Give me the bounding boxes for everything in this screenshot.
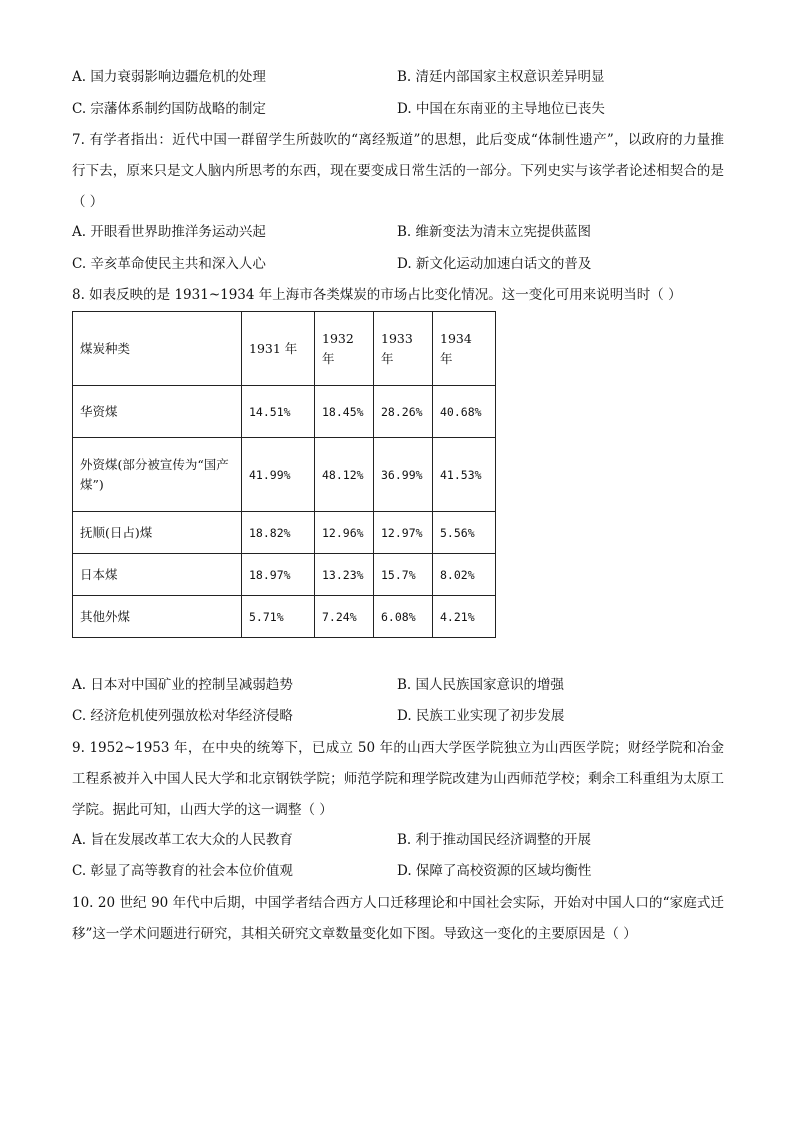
table-header-cell: 1934 年 — [433, 312, 496, 386]
table-row — [73, 596, 496, 638]
table-cell: 14.51% — [242, 386, 315, 438]
q7-option-a: A. 开眼看世界助推洋务运动兴起 — [72, 224, 266, 240]
q8-option-c: C. 经济危机使列强放松对华经济侵略 — [72, 708, 293, 724]
q7-option-b: B. 维新变法为清末立宪提供蓝图 — [397, 224, 592, 240]
table-cell: 40.68% — [433, 386, 496, 438]
table-header-cell: 1932 年 — [315, 312, 374, 386]
table-cell: 抚顺(日占)煤 — [73, 512, 242, 554]
table-row — [73, 554, 496, 596]
q9-option-c: C. 彰显了高等教育的社会本位价值观 — [72, 863, 293, 879]
table-cell: 18.97% — [242, 554, 315, 596]
q8-stem: 8. 如表反映的是 1931~1934 年上海市各类煤炭的市场占比变化情况。这一变化可用来说明当时（ ） — [72, 287, 682, 303]
table-row — [73, 438, 496, 512]
q6-option-d: D. 中国在东南亚的主导地位已丧失 — [397, 101, 605, 117]
table-cell: 5.56% — [433, 512, 496, 554]
q7-option-c: C. 辛亥革命使民主共和深入人心 — [72, 256, 266, 272]
table-row — [73, 512, 496, 554]
table-header-cell: 煤炭种类 — [73, 312, 242, 386]
table-cell: 日本煤 — [73, 554, 242, 596]
table-cell: 15.7% — [374, 554, 433, 596]
table-cell: 12.97% — [374, 512, 433, 554]
table-cell: 4.21% — [433, 596, 496, 638]
q8-option-d: D. 民族工业实现了初步发展 — [397, 708, 565, 724]
table-cell: 6.08% — [374, 596, 433, 638]
table-cell: 48.12% — [315, 438, 374, 512]
q8-option-a: A. 日本对中国矿业的控制呈减弱趋势 — [72, 677, 293, 693]
table-cell: 41.53% — [433, 438, 496, 512]
q9-option-a: A. 旨在发展改革工农大众的人民教育 — [72, 832, 293, 848]
table-cell: 5.71% — [242, 596, 315, 638]
q7-stem: 7. 有学者指出：近代中国一群留学生所鼓吹的“离经叛道”的思想，此后变成“体制性遗产”，以政府的力量推行下去，原来只是文人脑内所思考的东西，现在要变成日常生活的一部分。下列史实与该学者论述相契合的是（ ） — [72, 132, 724, 210]
table-header-cell: 1933 年 — [374, 312, 433, 386]
q6-option-c: C. 宗藩体系制约国防战略的制定 — [72, 101, 266, 117]
q8-option-b: B. 国人民族国家意识的增强 — [397, 677, 565, 693]
table-cell: 外资煤(部分被宣传为“国产煤”) — [73, 438, 242, 512]
table-cell: 13.23% — [315, 554, 374, 596]
table-cell: 其他外煤 — [73, 596, 242, 638]
table-cell: 12.96% — [315, 512, 374, 554]
table-cell: 华资煤 — [73, 386, 242, 438]
q6-option-b: B. 清廷内部国家主权意识差异明显 — [397, 69, 605, 85]
coal-market-share-table — [72, 311, 496, 638]
q9-option-b: B. 利于推动国民经济调整的开展 — [397, 832, 592, 848]
table-cell: 41.99% — [242, 438, 315, 512]
q6-option-a: A. 国力衰弱影响边疆危机的处理 — [72, 69, 266, 85]
table-cell: 7.24% — [315, 596, 374, 638]
q10-stem: 10. 20 世纪 90 年代中后期，中国学者结合西方人口迁移理论和中国社会实际，开始对中国人口的“家庭式迁移”这一学术问题进行研究，其相关研究文章数量变化如下图。导致这一变化的主要原因是（ ） — [72, 895, 724, 942]
table-header-cell: 1931 年 — [242, 312, 315, 386]
q7-option-d: D. 新文化运动加速白话文的普及 — [397, 256, 592, 272]
q9-option-d: D. 保障了高校资源的区域均衡性 — [397, 863, 592, 879]
table-cell: 18.45% — [315, 386, 374, 438]
q9-stem: 9. 1952~1953 年，在中央的统筹下，已成立 50 年的山西大学医学院独立为山西医学院；财经学院和冶金工程系被并入中国人民大学和北京钢铁学院；师范学院和理学院改建为山西师范学校；剩余工科重组为太原工学院。据此可知，山西大学的这一调整（ ） — [72, 740, 724, 818]
table-cell: 28.26% — [374, 386, 433, 438]
table-row — [73, 386, 496, 438]
table-header-row — [73, 312, 496, 386]
table-cell: 36.99% — [374, 438, 433, 512]
table-cell: 8.02% — [433, 554, 496, 596]
table-cell: 18.82% — [242, 512, 315, 554]
